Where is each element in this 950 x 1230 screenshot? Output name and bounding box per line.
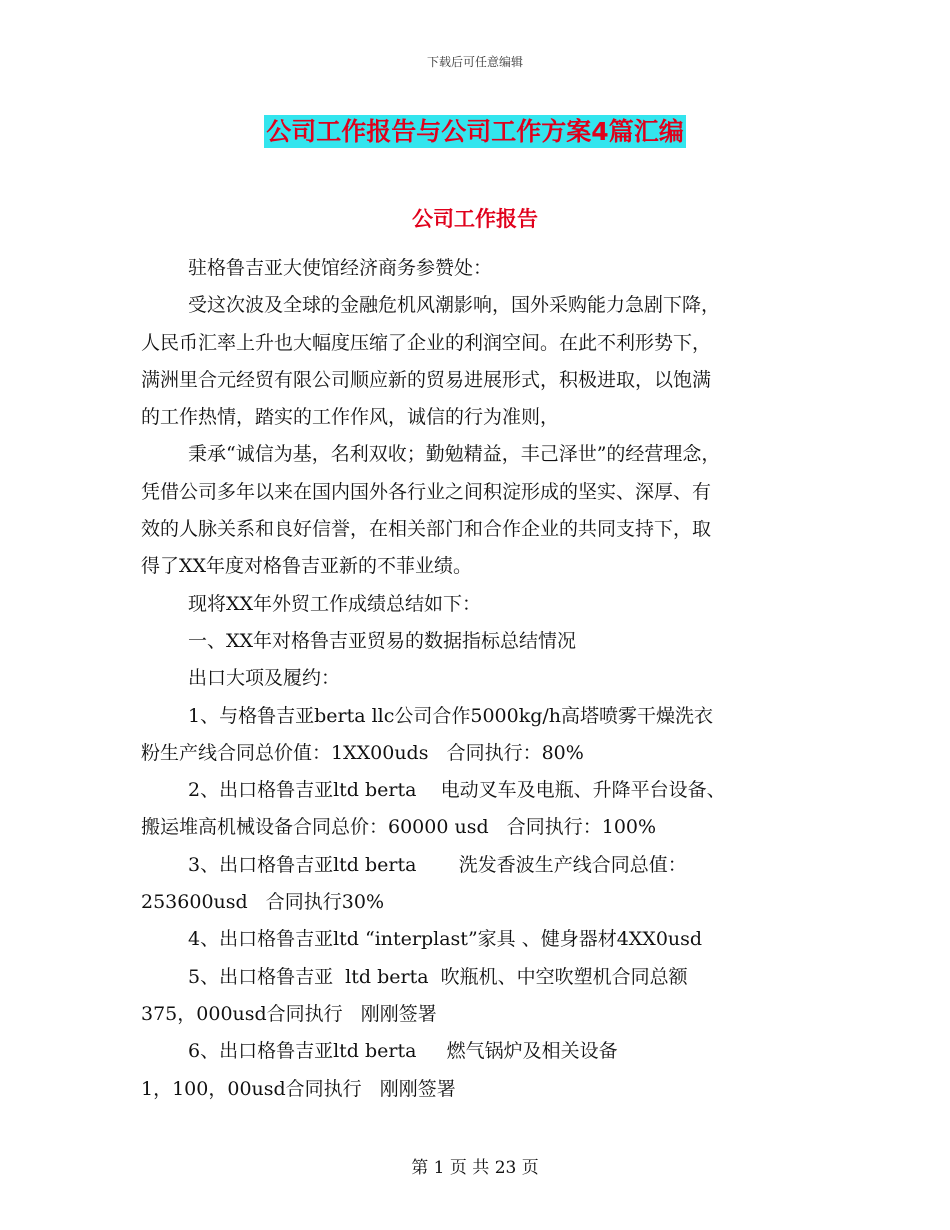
section-title: 公司工作报告: [412, 207, 538, 231]
paragraph-line: 凭借公司多年以来在国内国外各行业之间积淀形成的坚实、深厚、有: [141, 480, 712, 503]
paragraph-line: 粉生产线合同总价值：1XX00uds 合同执行：80%: [141, 741, 584, 764]
paragraph-line: 一、XX年对格鲁吉亚贸易的数据指标总结情况: [188, 629, 577, 652]
paragraph-line: 的工作热情，踏实的工作作风，诚信的行为准则，: [141, 406, 560, 429]
paragraph-line: 6、出口格鲁吉亚ltd berta 燃气锅炉及相关设备: [188, 1040, 618, 1063]
paragraph-line: 出口大项及履约：: [188, 667, 341, 690]
paragraph-line: 5、出口格鲁吉亚 ltd berta 吹瓶机、中空吹塑机合同总额: [188, 965, 688, 988]
paragraph-line: 驻格鲁吉亚大使馆经济商务参赞处：: [188, 257, 493, 279]
paragraph-line: 现将XX年外贸工作成绩总结如下：: [188, 592, 482, 615]
document-body: [141, 250, 811, 1108]
paragraph-line: 受这次波及全球的金融危机风潮影响，国外采购能力急剧下降，: [188, 294, 721, 317]
paragraph-line: 秉承“诚信为基，名利双收；勤勉精益，丰己泽世”的经营理念，: [188, 443, 721, 466]
paragraph-line: 375，000usd合同执行 刚刚签署: [141, 1002, 437, 1025]
paragraph-line: 3、出口格鲁吉亚ltd berta 洗发香波生产线合同总值：: [188, 853, 687, 876]
page-footer: 第 1 页 共 23 页: [411, 1158, 539, 1178]
header-note: 下载后可任意编辑: [426, 55, 523, 69]
paragraph-line: 4、出口格鲁吉亚ltd “interplast”家具 、健身器材4XX0usd: [188, 928, 703, 951]
paragraph-line: 人民币汇率上升也大幅度压缩了企业的利润空间。在此不利形势下，: [141, 331, 712, 354]
paragraph-line: 搬运堆高机械设备合同总价：60000 usd 合同执行：100%: [141, 816, 657, 839]
paragraph-line: 得了XX年度对格鲁吉亚新的不菲业绩。: [141, 555, 473, 578]
paragraph-line: 满洲里合元经贸有限公司顺应新的贸易进展形式，积极进取，以饱满: [141, 368, 712, 391]
document-title: [0, 112, 950, 148]
paragraph-line: 效的人脉关系和良好信誉，在相关部门和合作企业的共同支持下，取: [141, 518, 712, 541]
paragraph-line: 1、与格鲁吉亚berta llc公司合作5000kg/h高塔喷雾干燥洗衣: [188, 704, 714, 727]
paragraph-line: 253600usd 合同执行30%: [141, 891, 385, 914]
document-title-text: 公司工作报告与公司工作方案4篇汇编: [266, 117, 684, 146]
paragraph-line: 1，100，00usd合同执行 刚刚签署: [141, 1077, 456, 1100]
paragraph-line: 2、出口格鲁吉亚ltd berta 电动叉车及电瓶、升降平台设备、: [188, 779, 726, 802]
